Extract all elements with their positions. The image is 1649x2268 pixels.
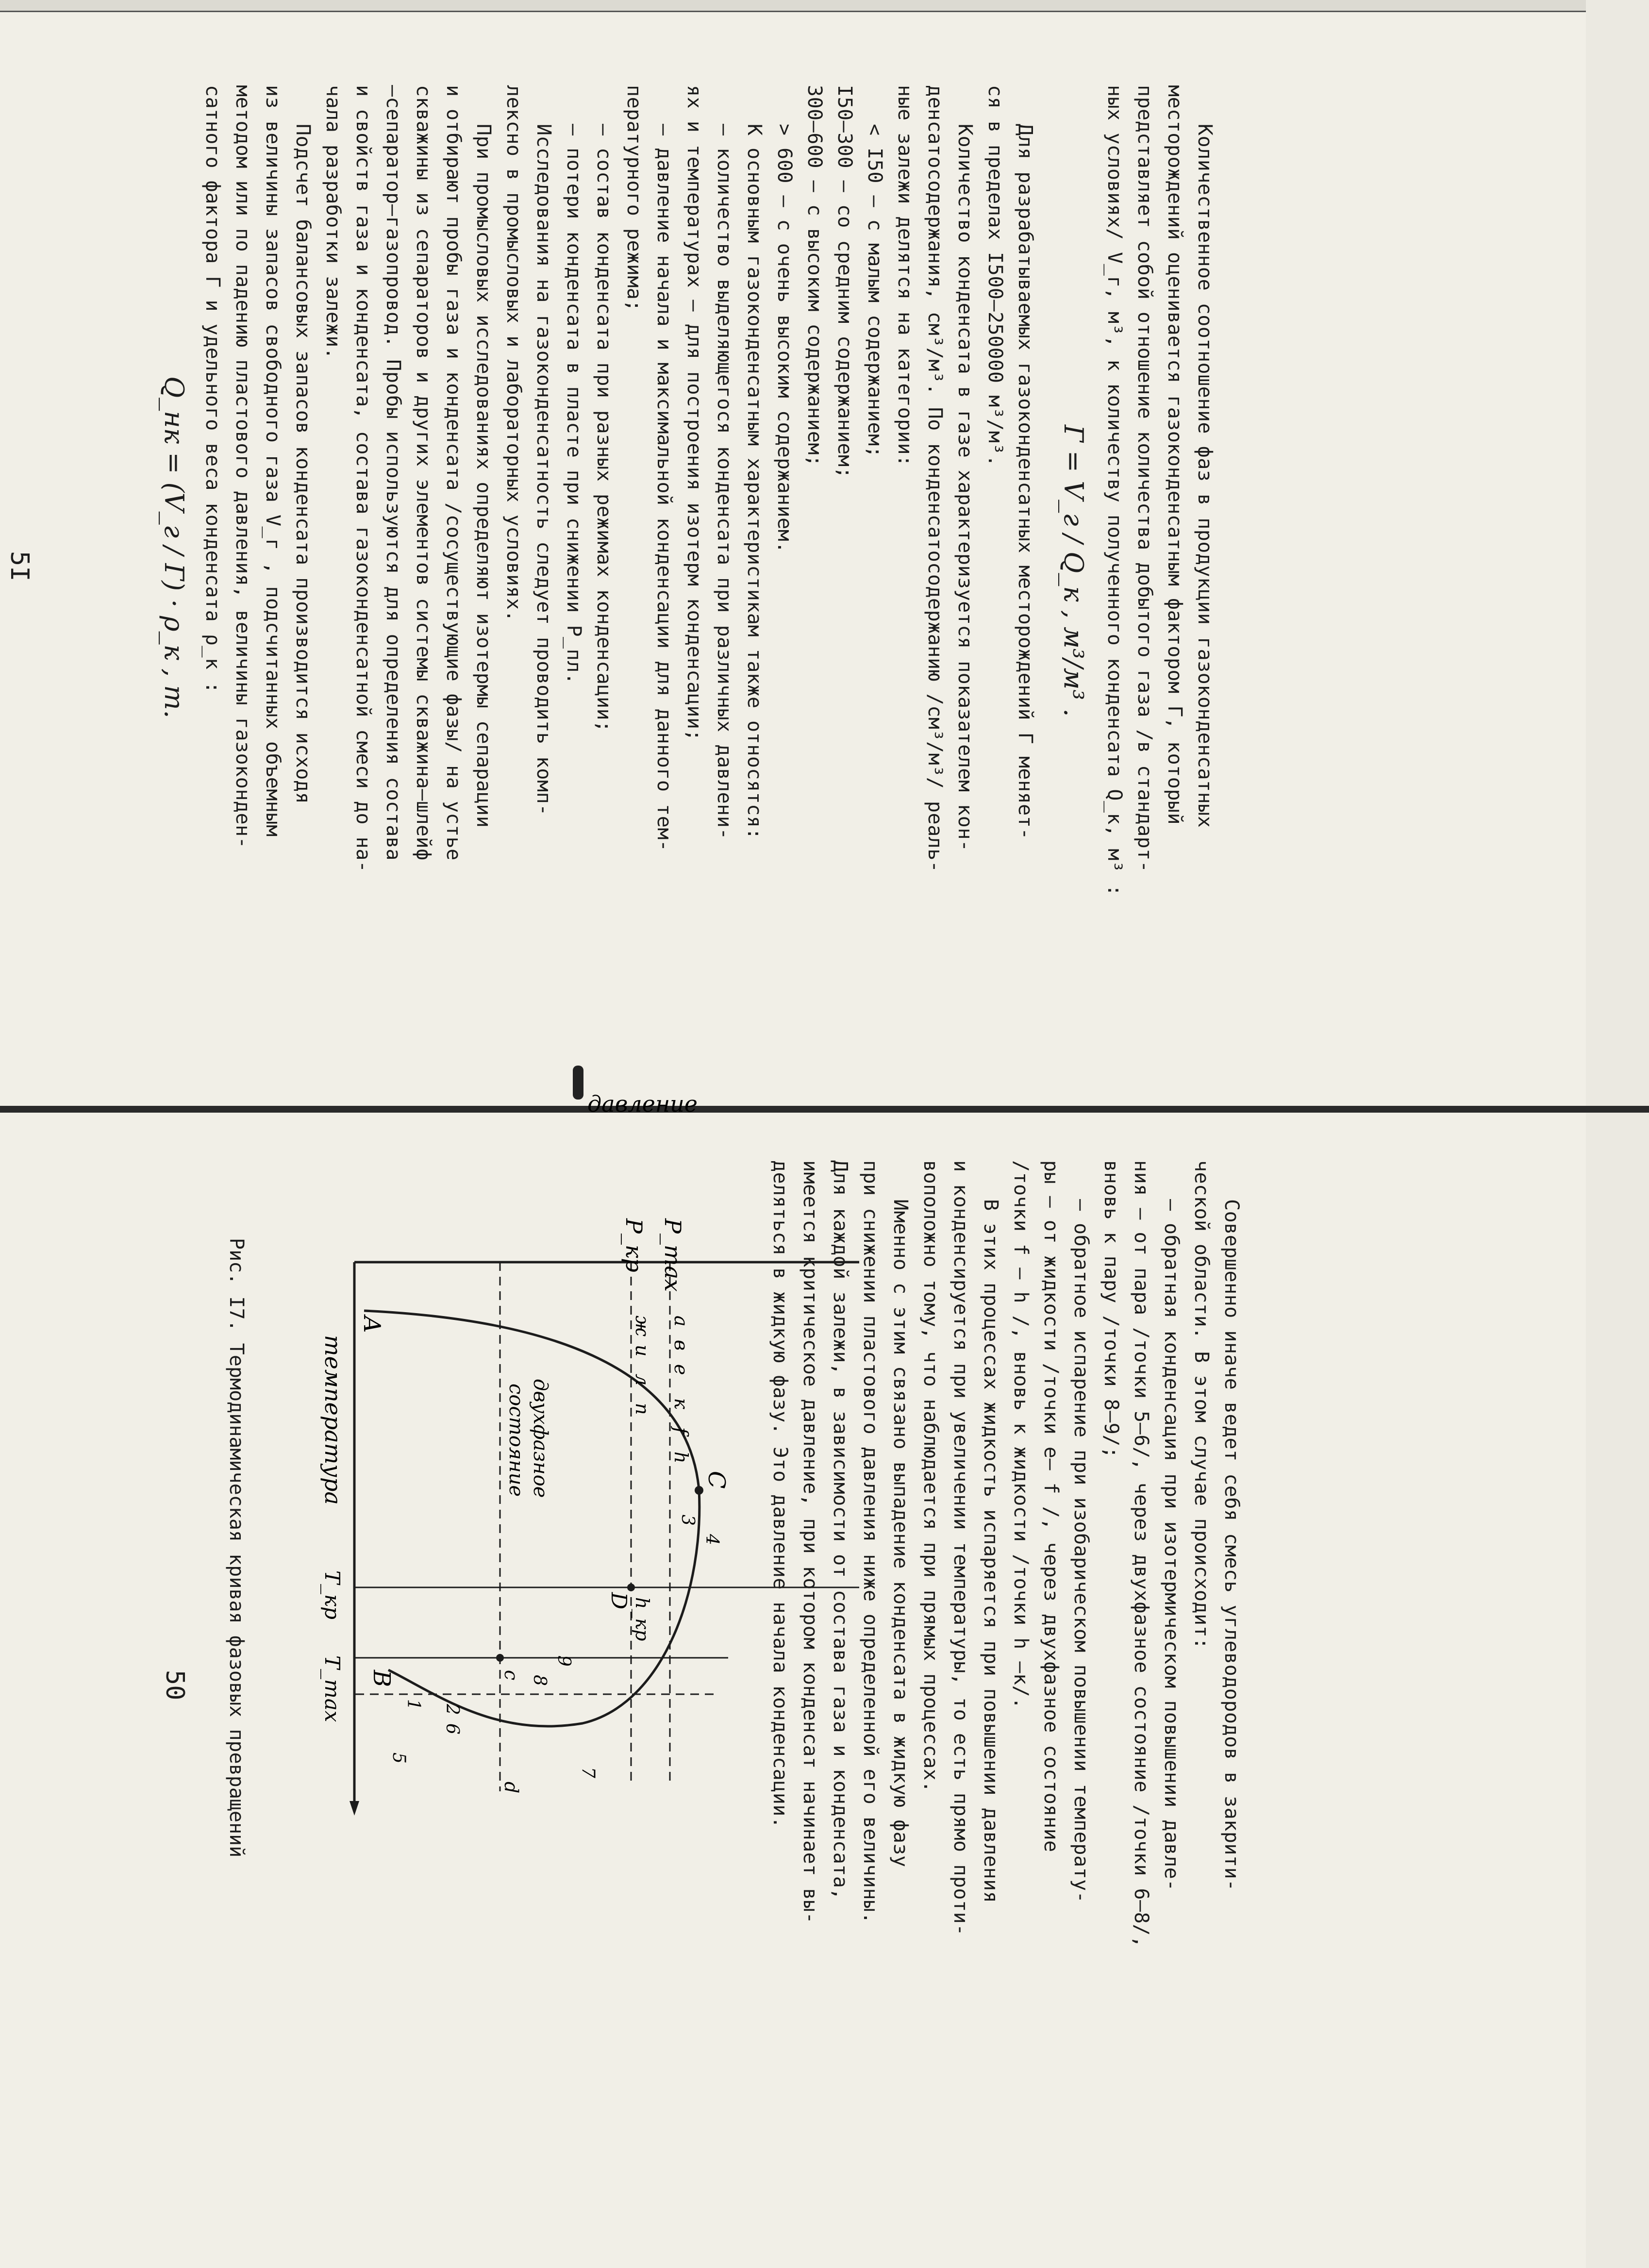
point-label-7: 7 [578, 1767, 598, 1778]
p51-line-2: месторождений оценивается газоконденсатным фактором Г, который [1164, 85, 1186, 825]
p51-line-12: 300–600 – с высоким содержанием; [803, 85, 826, 467]
p50-line-5: вновь к пару /точки 8–9/; [1100, 1160, 1122, 1459]
point-label-l: л [632, 1374, 653, 1386]
p51-line-32: сатного фактора Г и удельного веса конденсата ρ_к : [201, 85, 224, 694]
point-label-5: 5 [389, 1752, 409, 1764]
point-label-a: а [670, 1316, 692, 1327]
point-label-p: п [632, 1403, 653, 1415]
p51-line-15: – количество выделяющегося конденсата при различных давлени- [713, 124, 735, 840]
point-label-i: и [632, 1345, 653, 1357]
point-marker [627, 1584, 635, 1591]
p50-line-7: ры – от жидкости /точки е– f /, через двухфазное состояние [1040, 1160, 1062, 1852]
p51-line-18: пературного режима; [623, 85, 645, 312]
y-axis-label: давление [587, 1091, 698, 1117]
point-label-zh: ж [632, 1316, 653, 1337]
p51-line-3: представляет собой отношение количества добытого газа /в стандарт- [1133, 85, 1156, 873]
tmax-label: T_max [320, 1655, 344, 1722]
point-label-f: f [670, 1427, 692, 1434]
p51-line-13: > 600 – с очень высоким содержанием. [773, 124, 796, 553]
p51-line-27: и свойств газа и конденсата, состава газоконденсатной смеси до на- [352, 85, 374, 873]
region-label-1: двухфазное [529, 1379, 551, 1498]
p51-line-1: Количественное соотношение фаз в продукции газоконденсатных [1194, 124, 1216, 828]
p51-line-20: – потери конденсата в пласте при снижении Р_пл. [563, 124, 585, 685]
pmax-label: P_max [660, 1218, 686, 1292]
point-label-k: к [670, 1398, 692, 1409]
p51-line-21: Исследования на газоконденсатность следует проводить комп- [533, 124, 555, 816]
x-axis-label: температура [320, 1335, 346, 1505]
p51-line-6: ся в пределах I500–250000 м³/м³. [984, 85, 1006, 467]
p51-line-19: – состав конденсата при разных режимах конденсации; [593, 124, 615, 733]
point-label-v: в [670, 1340, 692, 1351]
p50-line-15: имеется критическое давление, при котором конденсат начинает вы- [799, 1160, 821, 1924]
p51-line-25: скважины из сепараторов и других элементов системы скважина–шлейф [412, 85, 434, 861]
pkr-label: P_кр [621, 1218, 647, 1272]
page-50-text [757, 1160, 1243, 2155]
x-axis-arrow [350, 1801, 359, 1816]
p50-line-3: – обратная конденсация при изотермическом повышении давле- [1160, 1199, 1183, 1891]
critical-point-marker [695, 1486, 703, 1495]
point-label-D: D [606, 1592, 631, 1610]
p51-line-5: Для разрабатываемых газоконденсатных месторождений Г меняет- [1014, 124, 1036, 840]
region-label-2: состояние [505, 1384, 527, 1497]
p51-line-29: Подсчет балансовых запасов конденсата производится исходя [292, 124, 314, 804]
p50-line-16: деляться в жидкую фазу. Это давление начала конденсации. [769, 1160, 791, 1829]
p51-line-16: ях и температурах – для построения изотерм конденсации; [683, 85, 705, 742]
p50-line-14: Для каждой залежи, в зависимости от состава газа и конденсата, [829, 1160, 851, 1901]
point-label-A: А [358, 1316, 385, 1334]
p51-line-17: – давление начала и максимальной конденсации для данного тем- [653, 124, 675, 852]
point-label-8: 8 [530, 1675, 550, 1686]
scan-right-margin [1586, 0, 1649, 2268]
page-number-50: 50 [160, 1670, 189, 1701]
p50-line-2: ческой области. В этом случае происходит: [1190, 1160, 1213, 1650]
p51-line-10: < I50 – с малым содержанием; [864, 124, 886, 458]
scan-top-edge [0, 0, 1649, 12]
point-label-e: е [670, 1364, 692, 1375]
p51-line-31: методом или по падению пластового давления, величины газоконден- [232, 85, 254, 849]
p50-line-11: воположно тому, что наблюдается при прямых процессах. [919, 1160, 942, 1793]
point-label-9: 9 [554, 1655, 574, 1667]
p51-line-14: К основным газоконденсатным характеристикам также относятся: [743, 124, 766, 840]
p51-line-11: I50–300 – со средним содержанием; [833, 85, 856, 479]
p50-line-4: ния – от пара /точки 5–6/, через двухфазное состояние /точки 6–8/, [1130, 1160, 1152, 1948]
p51-line-7: Количество конденсата в газе характеризуется показателем кон- [954, 124, 976, 852]
p51-line-4: ных условиях/ V_г, м³, к количеству полученного конденсата Q_к, м³ : [1103, 85, 1126, 897]
point-label-d: d [500, 1782, 522, 1794]
point-label-c: с [500, 1670, 522, 1681]
page-number-51: 5I [5, 551, 34, 582]
point-label-hkr: h_кр [632, 1597, 653, 1641]
p50-line-10: и конденсируется при увеличении температуры, то есть прямо проти- [949, 1160, 972, 1936]
p51-line-28: чала разработки залежи. [322, 85, 344, 360]
p50-line-1: Совершенно иначе ведет себя смесь углеводородов в закрити- [1220, 1199, 1243, 1891]
point-label-C: С [703, 1471, 730, 1489]
point-label-h: h [670, 1451, 692, 1464]
point-label-B: В [368, 1670, 395, 1687]
p50-line-6: – обратное испарение при изобарическом повышении температу- [1070, 1199, 1092, 1903]
figure-caption: Рис. I7. Термодинамическая кривая фазовых превращений [225, 1238, 248, 1858]
formula-condensate-reserves: Q_нк = (V_г / Г) · ρ_к , т. [159, 376, 189, 718]
point-label-4: 4 [702, 1534, 722, 1545]
p50-line-9: В этих процессах жидкость испаряется при повышении давления [980, 1199, 1002, 1903]
p51-line-24: и отбирают пробы газа и конденсата /сосуществующие фазы/ на устье [442, 85, 465, 861]
point-marker [496, 1654, 504, 1662]
tkr-label: T_кр [320, 1570, 344, 1619]
p51-line-26: –сепаратор–газопровод. Пробы используются для определения состава [382, 85, 404, 861]
p51-line-23: При промысловых исследованиях определяют изотермы сепарации [472, 124, 495, 828]
phase-envelope-curve [364, 1311, 700, 1726]
p50-line-13: при снижении пластового давления ниже определенной его величины. [859, 1160, 882, 1924]
p51-line-30: из величины запасов свободного газа V_г , подсчитанных объемным [262, 85, 284, 837]
p51-line-22: лексно в промысловых и лабораторных условиях. [502, 85, 525, 622]
point-label-6: 6 [442, 1723, 462, 1734]
p50-line-8: /точки f – h /, вновь к жидкости /точки h –к/. [1010, 1160, 1032, 1709]
page-51 [0, 85, 1216, 1129]
formula-gas-condensate-factor: Г = V_г / Q_к , м³/м³ . [1058, 425, 1089, 717]
point-label-3: 3 [678, 1515, 698, 1526]
point-label-2: 2 [442, 1704, 462, 1715]
p51-line-9: ные залежи делятся на категории: [894, 85, 916, 467]
p51-line-8: денсатосодержания, см³/м³. По конденсатосодержанию /см³/м³/ реаль- [924, 85, 946, 873]
point-label-1: 1 [403, 1699, 423, 1710]
p50-line-12: Именно с этим связано выпадение конденсата в жидкую фазу [889, 1199, 912, 1868]
